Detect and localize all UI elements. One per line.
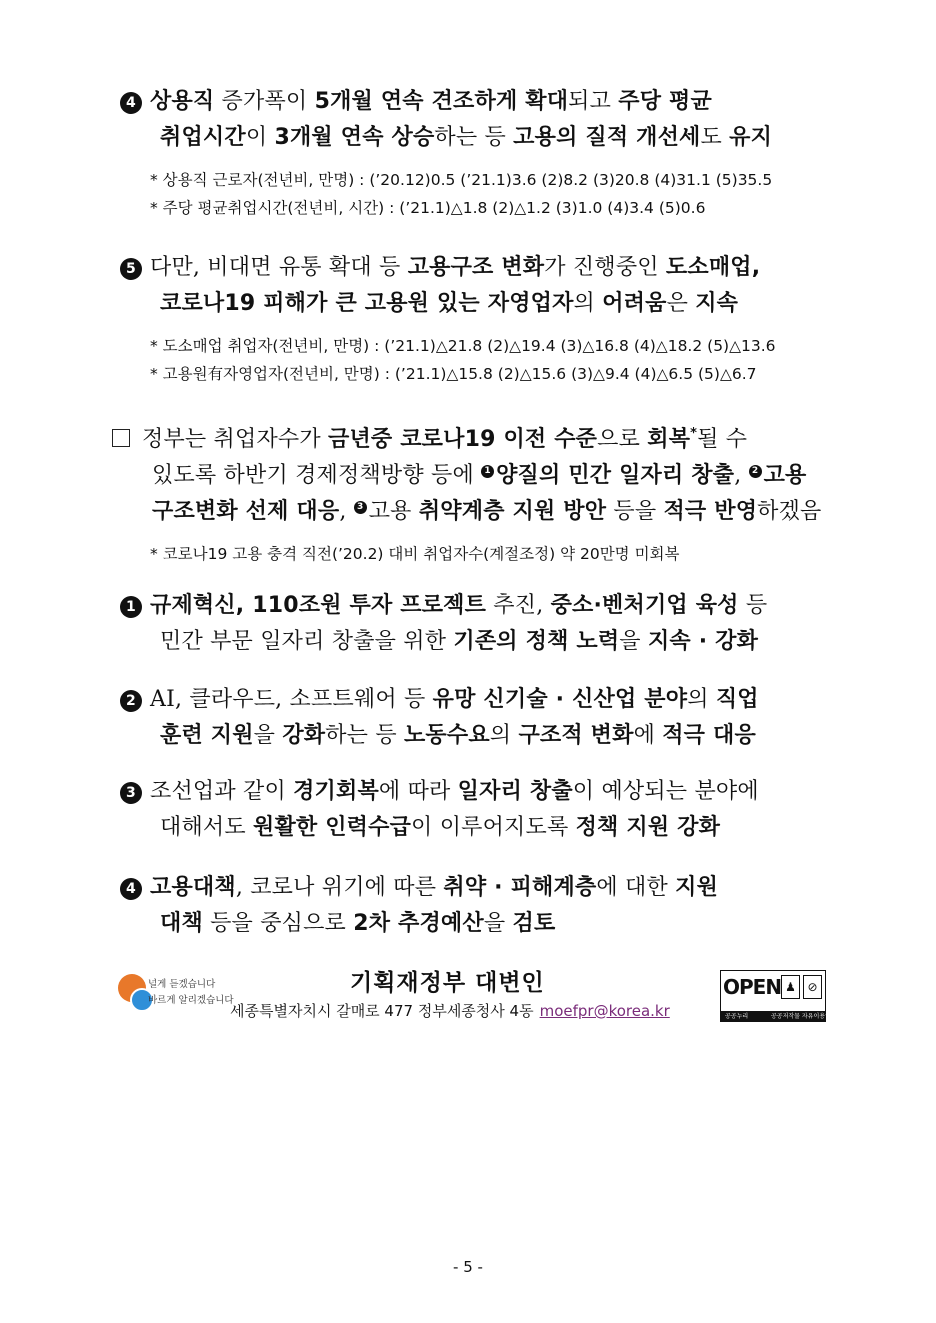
policy-item-4-line2: 대책 등을 중심으로 2차 추경예산을 검토 bbox=[160, 911, 556, 936]
gov-line1: 정부는 취업자수가 금년중 코로나19 이전 수준으로 회복*될 수 bbox=[112, 416, 832, 458]
policy-item-2-line1: 2 AI, 클라우드, 소프트웨어 등 유망 신기술 · 신산업 분야의 직업 bbox=[120, 682, 840, 718]
open-logo-text: OPEN bbox=[723, 975, 782, 999]
policy-item-2-line2: 훈련 지원을 강화하는 등 노동수요의 구조적 변화에 적극 대응 bbox=[160, 723, 756, 748]
policy-item-2 bbox=[120, 682, 840, 754]
item-5-line1: 5 다만, 비대면 유통 확대 등 고용구조 변화가 진행중인 도소매업, bbox=[120, 250, 840, 286]
circled-number: 3 bbox=[120, 782, 142, 804]
superscript-number: 2 bbox=[749, 465, 762, 478]
policy-item-3-line1: 3 조선업과 같이 경기회복에 따라 일자리 창출이 예상되는 분야에 bbox=[120, 774, 840, 810]
agency-address: 세종특별자치시 갈매로 477 정부세종청사 4동 moefpr@korea.kr bbox=[230, 1002, 670, 1020]
footnote: * 코로나19 고용 충격 직전(’20.2) 대비 취업자수(계절조정) 약 20만명 미회복 bbox=[150, 545, 680, 563]
item-5-line2: 코로나19 피해가 큰 고용원 있는 자영업자의 어려움은 지속 bbox=[160, 291, 739, 316]
attribution-icon: ♟ bbox=[781, 975, 800, 999]
government-paragraph bbox=[112, 416, 832, 568]
license-bar: 공공누리 공공저작물 자유이용허락 bbox=[721, 1011, 825, 1021]
policy-item-4 bbox=[120, 870, 840, 942]
policy-item-3 bbox=[120, 774, 840, 846]
item-5-block bbox=[120, 250, 840, 388]
circled-number: 1 bbox=[120, 596, 142, 618]
superscript-number: 1 bbox=[481, 465, 494, 478]
superscript-number: 3 bbox=[354, 501, 367, 514]
circled-number: 4 bbox=[120, 878, 142, 900]
slogan-line: 바르게 알리겠습니다 bbox=[148, 995, 234, 1006]
agency-name: 기획재정부 대변인 bbox=[350, 970, 545, 996]
policy-item-1-line2: 민간 부문 일자리 창출을 위한 기존의 정책 노력을 지속 · 강화 bbox=[160, 629, 759, 654]
gov-line2: 있도록 하반기 경제정책방향 등에 1 양질의 민간 일자리 창출, 2 고용 bbox=[152, 463, 807, 488]
page-number: - 5 - bbox=[453, 1258, 483, 1276]
item-4-line2: 취업시간이 3개월 연속 상승하는 등 고용의 질적 개선세도 유지 bbox=[160, 125, 773, 150]
footnote: * 주당 평균취업시간(전년비, 시간) : (’21.1)△1.8 (2)△1.2 (3)1.0 (4)3.4 (5)0.6 bbox=[150, 199, 706, 217]
circled-number: 5 bbox=[120, 258, 142, 280]
slogan-line: 널게 듣겠습니다 bbox=[148, 979, 216, 990]
slogan-logo bbox=[118, 970, 234, 1016]
policy-item-4-line1: 4 고용대책, 코로나 위기에 따른 취약 · 피해계층에 대한 지원 bbox=[120, 870, 840, 906]
open-license-badge bbox=[720, 970, 837, 1022]
footnote: * 상용직 근로자(전년비, 만명) : (’20.12)0.5 (’21.1)3.6 (2)8.2 (3)20.8 (4)31.1 (5)35.5 bbox=[150, 171, 773, 189]
footnote: * 도소매업 취업자(전년비, 만명) : (’21.1)△21.8 (2)△19.4 (3)△16.8 (4)△18.2 (5)△13.6 bbox=[150, 337, 776, 355]
email-link[interactable]: moefpr@korea.kr bbox=[539, 1002, 670, 1020]
policy-item-3-line2: 대해서도 원활한 인력수급이 이루어지도록 정책 지원 강화 bbox=[160, 815, 721, 840]
item-4-block bbox=[120, 84, 840, 222]
gov-line3: 구조변화 선제 대응, 3 고용 취약계층 지원 방안 등을 적극 반영하겠음 bbox=[152, 499, 822, 524]
item-4-line1: 4 상용직 증가폭이 5개월 연속 견조하게 확대되고 주당 평균 bbox=[120, 84, 840, 120]
circled-number: 2 bbox=[120, 690, 142, 712]
checkbox-square-icon bbox=[112, 429, 130, 447]
noncommercial-icon: ⊘ bbox=[803, 975, 822, 999]
footnote: * 고용원有자영업자(전년비, 만명) : (’21.1)△15.8 (2)△15.6 (3)△9.4 (4)△6.5 (5)△6.7 bbox=[150, 365, 757, 383]
circled-number: 4 bbox=[120, 92, 142, 114]
policy-item-1 bbox=[120, 588, 840, 660]
policy-item-1-line1: 1 규제혁신, 110조원 투자 프로젝트 추진, 중소·벤처기업 육성 등 bbox=[120, 588, 840, 624]
press-footer bbox=[118, 960, 837, 1030]
